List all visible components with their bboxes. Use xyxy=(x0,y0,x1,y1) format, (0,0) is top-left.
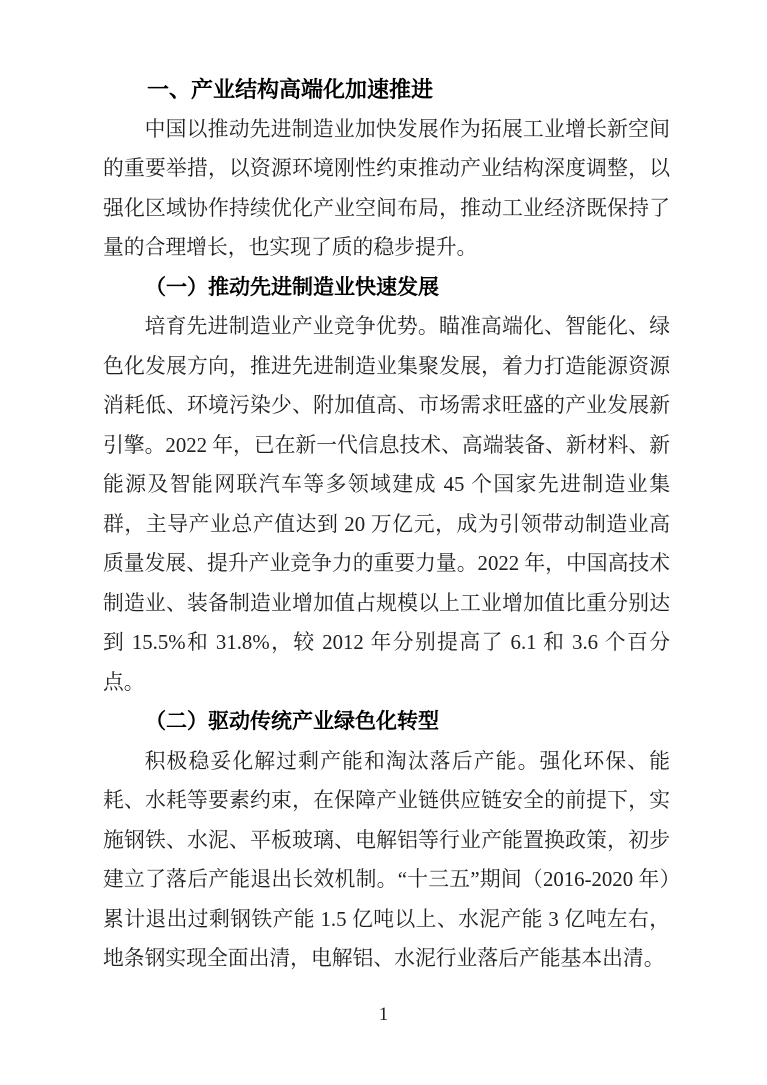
paragraph-intro: 中国以推动先进制造业加快发展作为拓展工业增长新空间的重要举措，以资源环境刚性约束推动产业结构深度调整，以强化区域协作持续优化产业空间布局，推动工业经济既保持了量的合理增长，也实现了质的稳步提升。 xyxy=(103,117,670,259)
section-heading: 一、产业结构高端化加速推进 xyxy=(147,77,434,102)
subsection-heading-2: （二）驱动传统产业绿色化转型 xyxy=(145,709,439,733)
subsection-heading-1: （一）推动先进制造业快速发展 xyxy=(145,274,439,299)
page-number: 1 xyxy=(378,1004,389,1025)
paragraph-subsection-1: 培育先进制造业产业竞争优势。瞄准高端化、智能化、绿色化发展方向，推进先进制造业集聚发展，着力打造能源资源消耗低、环境污染少、附加值高、市场需求旺盛的产业发展新引擎。2022 年，已在新一代信息技术、高端装备、新材料、新能源及智能网联汽车等多领域建成 45 个国家先进制造业集群，主导产业总产值达到 20 万亿元，成为引领带动制造业高质量发展、提升产业竞争力的重要力量。2022 年，中国高技术制造业、装备制造业增加值占规模以上工业增加值比重分别达到 15.5%和 31.8%，较 2012 年分别提高了 6.1 和 3.6 个百分点。 xyxy=(103,315,670,694)
paragraph-subsection-2: 积极稳妥化解过剩产能和淘汰落后产能。强化环保、能耗、水耗等要素约束，在保障产业链供应链安全的前提下，实施钢铁、水泥、平板玻璃、电解铝等行业产能置换政策，初步建立了落后产能退出长效机制。“十三五”期间（2016-2020 年）累计退出过剩钢铁产能 1.5 亿吨以上、水泥产能 3 亿吨左右，地条钢实现全面出清，电解铝、水泥行业落后产能基本出清。 xyxy=(103,749,670,970)
